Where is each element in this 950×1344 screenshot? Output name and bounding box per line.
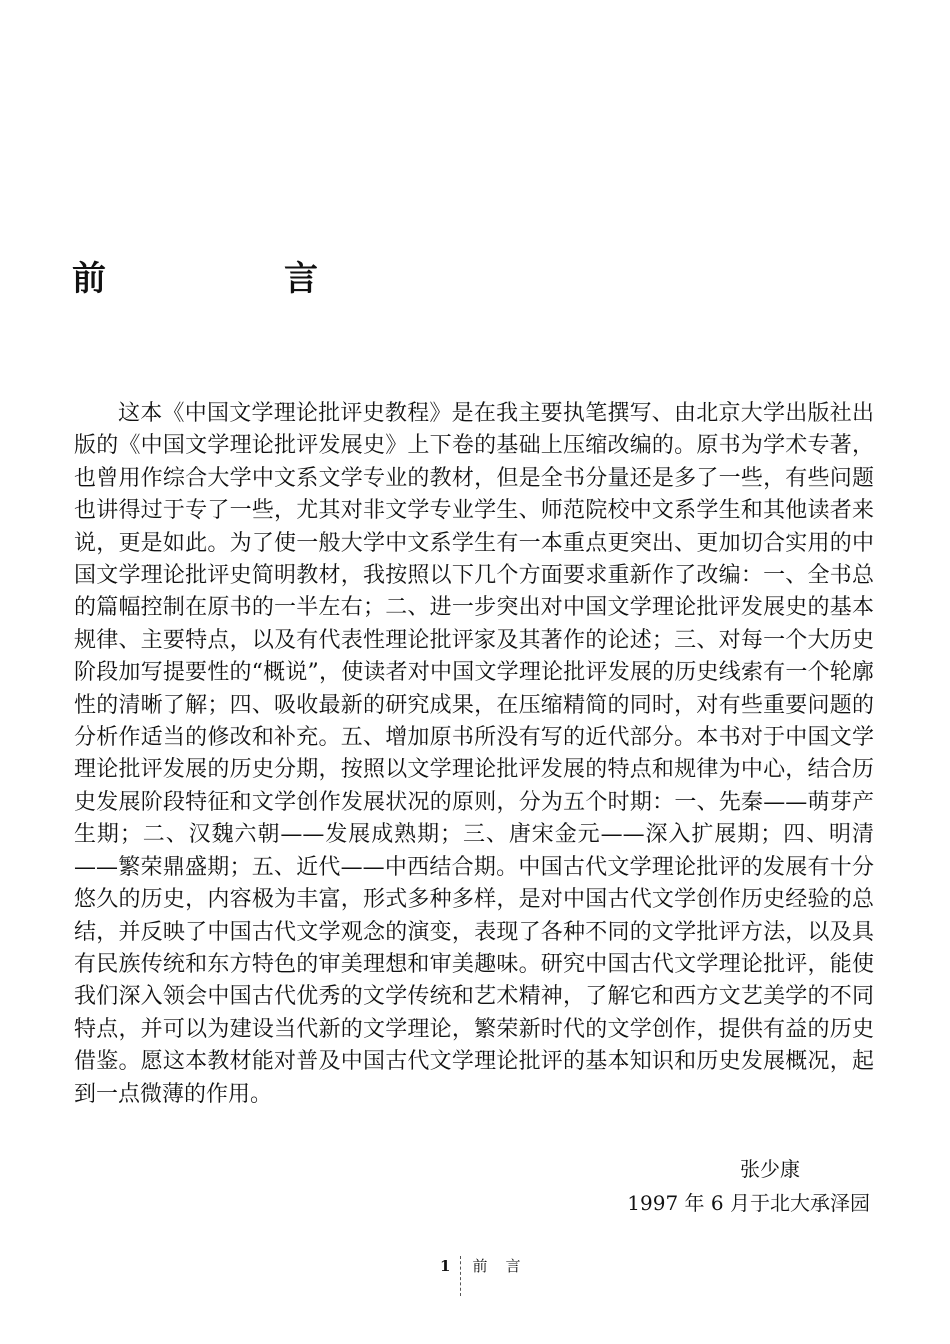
page-footer <box>440 1256 538 1296</box>
signature-block <box>627 1152 870 1220</box>
footer-divider <box>460 1256 462 1296</box>
preface-body: 这本《中国文学理论批评史教程》是在我主要执笔撰写、由北京大学出版社出版的《中国文学理论批评发展史》上下卷的基础上压缩改编的。原书为学术专著，也曾用作综合大学中文系文学专业的教材，但是全书分量还是多了一些，有些问题也讲得过于专了一些，尤其对非文学专业学生、师范院校中文系学生和其他读者来说，更是如此。为了使一般大学中文系学生有一本重点更突出、更加切合实用的中国文学理论批评史简明教材，我按照以下几个方面要求重新作了改编：一、全书总的篇幅控制在原书的一半左右；二、进一步突出对中国文学理论批评发展史的基本规律、主要特点，以及有代表性理论批评家及其著作的论述；三、对每一个大历史阶段加写提要性的“概说”，使读者对中国文学理论批评发展的历史线索有一个轮廓性的清晰了解；四、吸收最新的研究成果，在压缩精简的同时，对有些重要问题的分析作适当的修改和补充。五、增加原书所没有写的近代部分。本书对于中国文学理论批评发展的历史分期，按照以文学理论批评发展的特点和规律为中心，结合历史发展阶段特征和文学创作发展状况的原则，分为五个时期：一、先秦——萌芽产生期；二、汉魏六朝——发展成熟期；三、唐宋金元——深入扩展期；四、明清——繁荣鼎盛期；五、近代——中西结合期。中国古代文学理论批评的发展有十分悠久的历史，内容极为丰富，形式多种多样，是对中国古代文学创作历史经验的总结，并反映了中国古代文学观念的演变，表现了各种不同的文学批评方法，以及具有民族传统和东方特色的审美理想和审美趣味。研究中国古代文学理论批评，能使我们深入领会中国古代优秀的文学传统和艺术精神，了解它和西方文艺美学的不同特点，并可以为建设当代新的文学理论，繁荣新时代的文学创作，提供有益的历史借鉴。愿这本教材能对普及中国古代文学理论批评的基本知识和历史发展概况，起到一点微薄的作用。 <box>74 401 874 1107</box>
running-head: 前言 <box>472 1257 539 1275</box>
page-number: 1 <box>440 1257 451 1275</box>
author-name: 张少康 <box>740 1157 800 1181</box>
date-place: 1997 年 6 月于北大承泽园 <box>627 1191 870 1215</box>
page-title: 前 言 <box>72 258 390 299</box>
